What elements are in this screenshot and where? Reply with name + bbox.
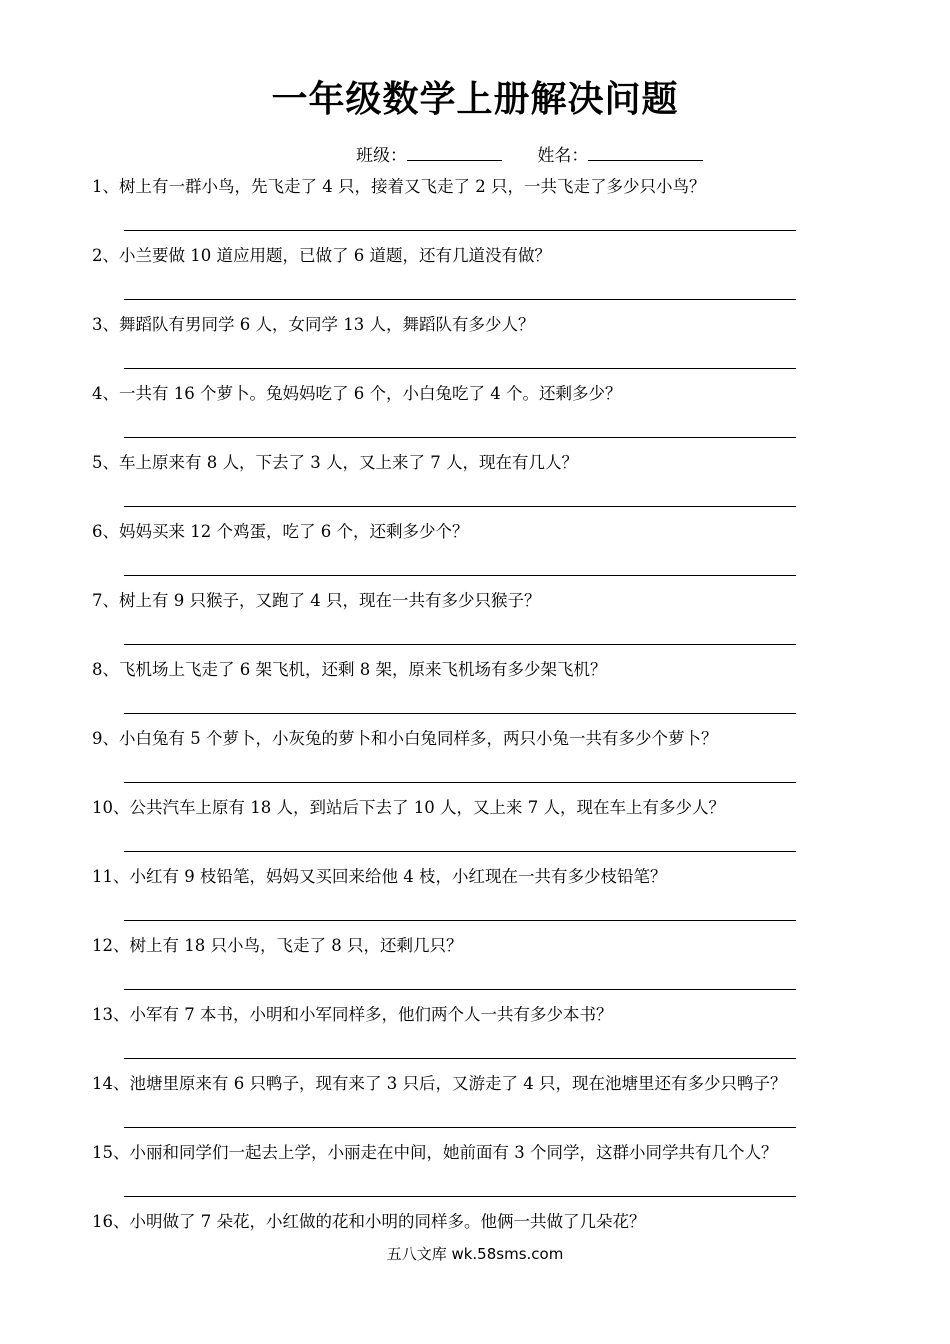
answer-line[interactable] [124,506,796,507]
answer-line[interactable] [124,920,796,921]
question-item [92,310,882,379]
question-item [92,586,882,655]
question-item [92,655,882,724]
answer-line[interactable] [124,230,796,231]
question-item [92,793,882,862]
question-text: 9、小白兔有 5 个萝卜，小灰兔的萝卜和小白兔同样多，两只小兔一共有多少个萝卜？ [92,729,718,748]
question-text: 16、小明做了 7 朵花，小红做的花和小明的同样多。他俩一共做了几朵花？ [92,1212,646,1231]
question-item [92,241,882,310]
question-item [92,862,882,931]
footer-watermark: 五八文库 wk.58sms.com [386,1245,564,1263]
name-label: 姓名： [537,146,589,166]
answer-line[interactable] [124,575,796,576]
question-item [92,1069,882,1138]
question-item [92,517,882,586]
student-info [356,142,703,169]
question-item [92,724,882,793]
question-text: 3、舞蹈队有男同学 6 人，女同学 13 人，舞蹈队有多少人？ [92,315,535,334]
question-text: 8、飞机场上飞走了 6 架飞机，还剩 8 架，原来飞机场有多少架飞机？ [92,660,607,679]
question-text: 2、小兰要做 10 道应用题，已做了 6 道题，还有几道没有做？ [92,246,551,265]
answer-line[interactable] [124,437,796,438]
answer-line[interactable] [124,644,796,645]
question-item [92,1138,882,1207]
answer-line[interactable] [124,1127,796,1128]
class-label: 班级： [356,146,407,166]
question-text: 11、小红有 9 枝铅笔，妈妈又买回来给他 4 枝，小红现在一共有多少枝铅笔？ [92,867,667,886]
question-text: 14、池塘里原来有 6 只鸭子，现有来了 3 只后，又游走了 4 只，现在池塘里还有多少只鸭子？ [92,1074,787,1093]
question-item [92,172,882,241]
answer-line[interactable] [124,782,796,783]
question-item [92,931,882,1000]
question-text: 4、一共有 16 个萝卜。兔妈妈吃了 6 个，小白兔吃了 4 个。还剩多少？ [92,384,622,403]
answer-line[interactable] [124,1196,796,1197]
class-blank[interactable] [407,142,502,161]
name-blank[interactable] [588,142,703,161]
question-text: 5、车上原来有 8 人，下去了 3 人，又上来了 7 人，现在有几人？ [92,453,578,472]
question-text: 12、树上有 18 只小鸟，飞走了 8 只，还剩几只？ [92,936,463,955]
answer-line[interactable] [124,1058,796,1059]
question-text: 1、树上有一群小鸟，先飞走了 4 只，接着又飞走了 2 只，一共飞走了多少只小鸟？ [92,177,706,196]
question-text: 15、小丽和同学们一起去上学，小丽走在中间，她前面有 3 个同学，这群小同学共有几个人？ [92,1143,778,1162]
answer-line[interactable] [124,299,796,300]
answer-line[interactable] [124,851,796,852]
question-item [92,379,882,448]
question-item [92,1000,882,1069]
question-text: 6、妈妈买来 12 个鸡蛋，吃了 6 个，还剩多少个？ [92,522,469,541]
answer-line[interactable] [124,989,796,990]
question-text: 10、公共汽车上原有 18 人，到站后下去了 10 人，又上来 7 人，现在车上有多少人？ [92,798,725,817]
question-item [92,448,882,517]
question-text: 13、小军有 7 本书，小明和小军同样多，他们两个人一共有多少本书？ [92,1005,613,1024]
question-list [92,172,882,1276]
answer-line[interactable] [124,713,796,714]
question-text: 7、树上有 9 只猴子，又跑了 4 只，现在一共有多少只猴子？ [92,591,541,610]
page-title: 一年级数学上册解决问题 [271,79,679,120]
answer-line[interactable] [124,368,796,369]
